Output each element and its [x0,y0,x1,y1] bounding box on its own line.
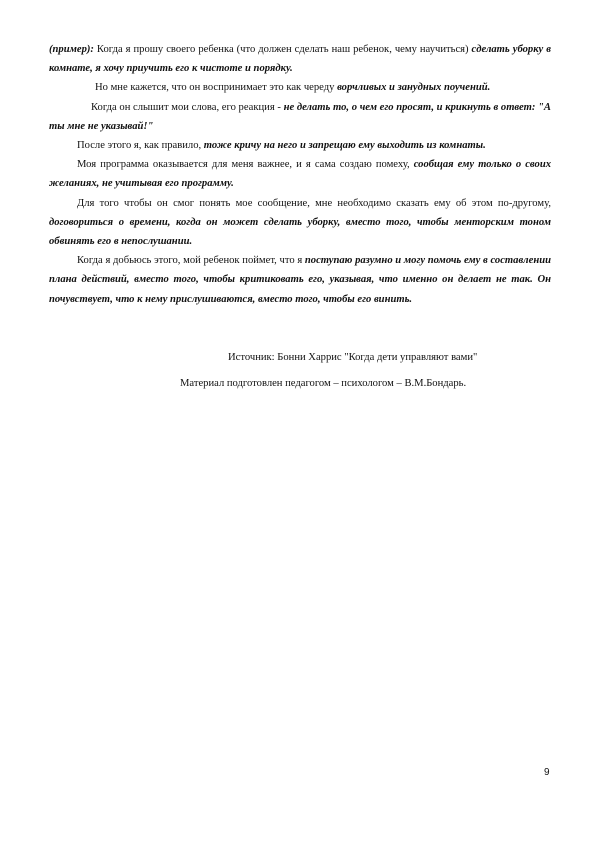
paragraph-4 [49,136,551,155]
text-run: сделать уборку в комнате, я хочу приучить его к чистоте и порядку. [49,44,551,75]
text-run: Моя программа оказывается для меня важнее, и я сама создаю помеху, [77,159,414,171]
paragraph-7 [49,251,551,309]
text-run: ворчливых и занудных поучений. [337,82,491,94]
text-run: тоже кричу на него и запрещаю ему выходить из комнаты. [203,140,486,152]
paragraph-5 [49,155,551,193]
text-run: Но мне кажется, что он воспринимает это как череду [95,82,338,94]
text-run: Когда я добьюсь этого, мой ребенок поймет, что я [77,255,305,267]
text-run: поступаю разумно и могу помочь ему в составлении плана действий, вместо того, чтобы критиковать его, указывая, что именно он делает не так. Он почувствует, что к нему прислушиваются, вместо того, чтобы его винить. [49,255,551,305]
text-run: Когда я прошу своего ребенка (что должен сделать наш ребенок, чему научиться) [93,44,472,55]
paragraph-2 [49,78,551,97]
paragraph-6 [49,194,551,252]
paragraph-1 [49,40,551,78]
paragraph-3 [49,98,551,136]
text-run: договориться о времени, когда он может сделать уборку, вместо того, чтобы менторским тоном обвинять его в непослушании. [49,216,551,248]
source-citation: Источник: Бонни Харрис "Когда дети управляют вами" [228,352,478,363]
author-credit: Материал подготовлен педагогом – психологом – В.М.Бондарь. [180,378,467,389]
page-number: 9 [544,767,550,778]
text-run: (пример): [49,44,94,55]
text-run: Когда он слышит мои слова, его реакция - [91,101,284,113]
attribution [180,345,560,397]
text-run: После этого я, как правило, [77,140,204,152]
text-run: не делать то, о чем его просят, и крикнуть в ответ: "А ты мне не указывай!" [49,101,551,132]
text-run: Для того чтобы он смог понять мое сообщение, мне необходимо сказать ему об этом по-другому, [77,197,551,209]
main-text [49,40,551,309]
text-run: сообщая ему только о своих желаниях, не учитывая его программу. [49,159,552,190]
